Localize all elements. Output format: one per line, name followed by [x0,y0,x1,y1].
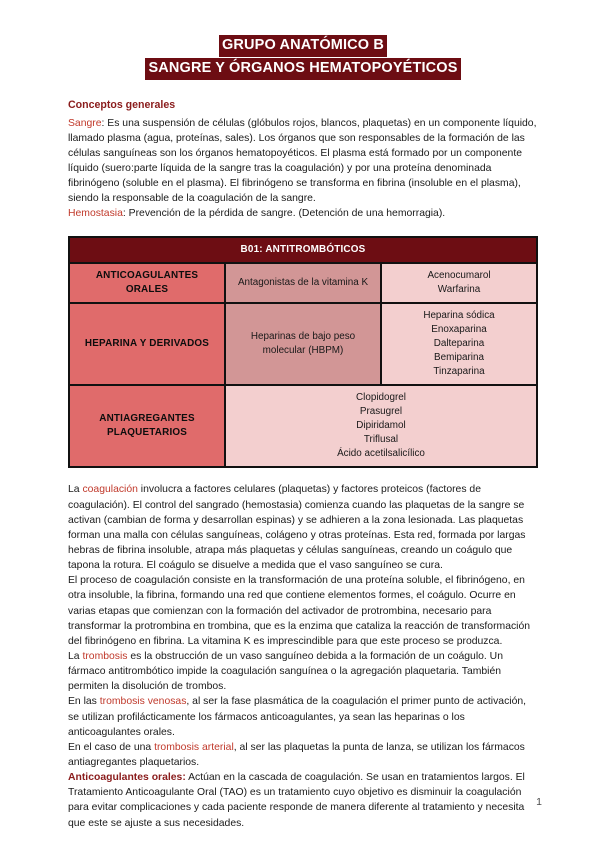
term-coagulacion: coagulación [82,484,138,496]
paragraph-trombosis-arterial [68,740,538,770]
table-cell-drugs: Acenocumarol Warfarina [381,263,537,303]
term-trombosis-venosas: trombosis venosas [99,696,187,708]
term-trombosis: trombosis [82,650,128,662]
paragraph-coagulacion-pre: La [68,484,83,496]
title-line-subject: SANGRE Y ÓRGANOS HEMATOPOYÉTICOS [145,58,460,80]
page-number: 1 [536,796,542,808]
section-heading-conceptos: Conceptos generales [68,99,176,112]
title-line-group: GRUPO ANATÓMICO B [219,35,387,57]
term-sangre: Sangre [68,117,102,129]
table-row [69,263,537,303]
table-header-row [69,237,537,263]
paragraph-trombosis [68,649,538,694]
table-row [69,385,537,467]
body-text-section [68,482,538,830]
table-row [69,303,537,385]
paragraph-proceso-coagulacion: El proceso de coagulación consiste en la transformación de una proteína soluble, el fibrinógeno, en otra insoluble, la fibrina, formando una red que contiene elementos formes, el coágulo. Ocurre en varias etapas que comienzan con la formación del activador de protrombina, necesario para transformar la protrombina en trombina, que es la enzima que cataliza la reacción de transformación del fibrinógeno en fibrina. La vitamina K es imprescindible para que este proceso se produzca. [68,575,531,647]
table-cell-category: ANTICOAGULANTES ORALES [69,263,225,303]
paragraph-coagulacion [68,482,538,573]
paragraph-coagulacion-post: involucra a factores celulares (plaquetas) y factores proteicos (factores de coagulación). El control del sangrado (hemostasia) comienza cuando las plaquetas de la sangre se activan (cambian de forma y desarrollan espinas) y se adhieren a la zona lesionada. Las plaquetas forman una malla con células sanguíneas, colágeno y otras proteínas. Esta red, formada por largas hebras de fibrina insoluble, atrapa más plaquetas y células sanguíneas, creando un coágulo que tapona la rotura. El coágulo se disuelve a medida que el vaso sanguíneo se cura. [68,484,526,572]
antithrombotics-table [68,236,538,469]
table-cell-drugs: Clopidogrel Prasugrel Dipiridamol Triflusal Ácido acetilsalicílico [225,385,537,467]
table-cell-subgroup: Antagonistas de la vitamina K [225,263,381,303]
paragraph-trombosis-arterial-post: , al ser las plaquetas la punta de lanza, se utilizan los fármacos antiagregantes plaquetarios. [68,741,525,768]
term-trombosis-arterial: trombosis arterial [154,741,234,753]
table-body [69,263,537,468]
paragraph-sangre [68,116,538,207]
table-title-cell: B01: ANTITROMBÓTICOS [69,237,537,263]
paragraph-hemostasia [68,206,538,221]
paragraph-trombosis-venosas-post: , al ser la fase plasmática de la coagulación el primer punto de activación, se utilizan profilácticamente los fármacos anticoagulantes, ya sean las heparinas o los anticoagulantes orales. [68,696,527,738]
table-cell-drugs: Heparina sódica Enoxaparina Dalteparina Bemiparina Tinzaparina [381,303,537,385]
term-anticoagulantes-orales: Anticoagulantes orales: [68,772,186,784]
paragraph-hemostasia-text: : Prevención de la pérdida de sangre. (Detención de una hemorragia). [122,208,446,220]
term-hemostasia: Hemostasia [68,208,123,220]
paragraph-anticoagulantes-orales [68,770,538,831]
intro-section [68,98,538,221]
paragraph-anticoagulantes-orales-post: Actúan en la cascada de coagulación. Se usan en tratamientos largos. El Tratamiento Anticoagulante Oral (TAO) es un tratamiento cuyo objetivo es disminuir la coagulación para evitar complicaciones y cada paciente responde de manera diferente al tratamiento y necesita que este se ajuste a sus necesidades. [68,772,525,829]
paragraph-trombosis-venosas [68,694,538,739]
paragraph-trombosis-pre: La [68,650,83,662]
table-cell-category: ANTIAGREGANTES PLAQUETARIOS [69,385,225,467]
table-cell-category: HEPARINA Y DERIVADOS [69,303,225,385]
paragraph-sangre-text: : Es una suspensión de células (glóbulos rojos, blancos, plaquetas) en un componente líquido, llamado plasma (agua, proteínas, sales). Los órganos que son responsables de la formación de las células sanguíneas son los órganos hematopoyéticos. El plasma está formado por un componente líquido (suero:parte líquida de la sangre tras la coagulación) y por una proteína denominada fibrinógeno (soluble en el plasma). El fibrinógeno se transforma en fibrina (insoluble en el plasma), siendo la responsable de la coagulación de la sangre. [68,117,537,205]
paragraph-trombosis-venosas-pre: En las [68,696,100,708]
antithrombotics-table-wrapper [68,236,538,469]
page-title [68,34,538,80]
paragraph-trombosis-post: es la obstrucción de un vaso sanguíneo debida a la formación de un coágulo. Un fármaco antitrombótico impide la coagulación sanguínea o la agregación plaquetaria. También permiten la disolución de trombos. [68,650,503,693]
table-cell-subgroup: Heparinas de bajo peso molecular (HBPM) [225,303,381,385]
paragraph-trombosis-arterial-pre: En el caso de una [68,741,155,753]
